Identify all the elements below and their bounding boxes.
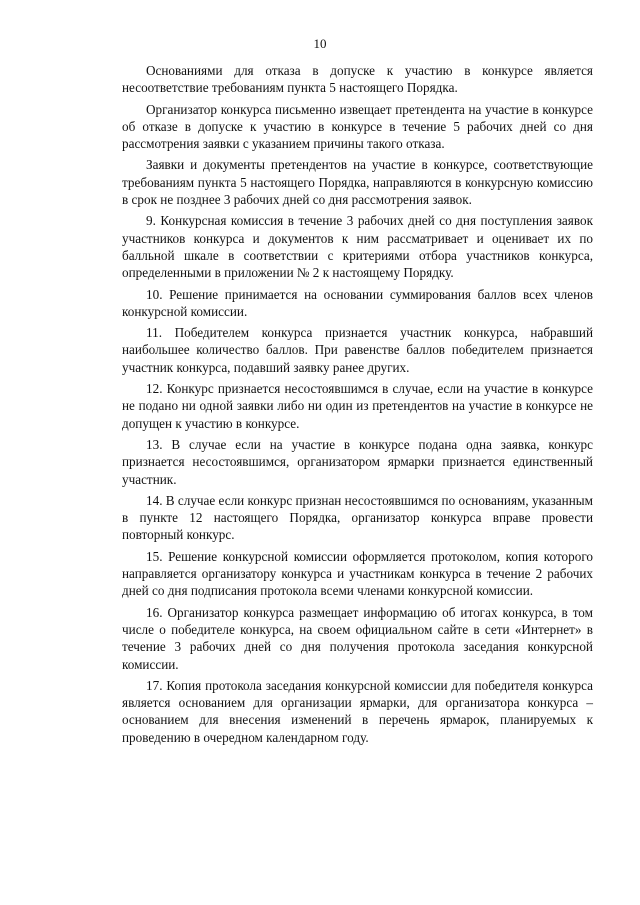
paragraph-applications-forwarding: Заявки и документы претендентов на участие в конкурсе, соответствующие требованиям пункта 5 настоящего Порядка, направляются в конкурсную комиссию в срок не позднее 3 рабочих дней со дня рассмотрения заявок. xyxy=(122,157,593,208)
paragraph-refusal-grounds: Основаниями для отказа в допуске к участию в конкурсе является несоответствие требованиям пункта 5 настоящего Порядка. xyxy=(122,63,593,96)
paragraph-item-17: 17. Копия протокола заседания конкурсной комиссии для победителя конкурса является основанием для организации ярмарки, для организатора конкурса – основанием для внесения изменений в перечень ярмарок, планируемых к проведению в очередном календарном году. xyxy=(122,677,593,745)
paragraph-item-12: 12. Конкурс признается несостоявшимся в случае, если на участие в конкурсе не подано ни одной заявки либо ни один из претендентов на участие в конкурсе не допущен к участию в конкурсе. xyxy=(122,381,593,431)
document-body xyxy=(122,62,593,750)
page-number: 10 xyxy=(313,36,327,51)
paragraph-item-10: 10. Решение принимается на основании суммирования баллов всех членов конкурсной комиссии. xyxy=(122,286,593,319)
paragraph-item-11: 11. Победителем конкурса признается участник конкурса, набравший наибольшее количество баллов. При равенстве баллов победителем признается участник конкурса, подавший заявку ранее других. xyxy=(122,325,593,375)
paragraph-item-13: 13. В случае если на участие в конкурсе подана одна заявка, конкурс признается несостоявшимся, организатором ярмарки признается единственный участник. xyxy=(122,436,593,487)
paragraph-item-14: 14. В случае если конкурс признан несостоявшимся по основаниям, указанным в пункте 12 настоящего Порядка, организатор конкурса вправе провести повторный конкурс. xyxy=(122,492,593,543)
paragraph-refusal-notice: Организатор конкурса письменно извещает претендента на участие в конкурсе об отказе в допуске к участию в конкурсе в течение 5 рабочих дней со дня рассмотрения заявки с указанием причины такого отказа. xyxy=(122,101,593,152)
paragraph-item-9: 9. Конкурсная комиссия в течение 3 рабочих дней со дня поступления заявок участников конкурса и документов к ним рассматривает и оценивает их по балльной шкале в соответствии с критериями отбора участников конкурса, определенными в приложении № 2 к настоящему Порядку. xyxy=(122,213,593,281)
paragraph-item-16: 16. Организатор конкурса размещает информацию об итогах конкурса, в том числе о победителе конкурса, на своем официальном сайте в сети «Интернет» в течение 3 рабочих дней со дня получения протокола заседания конкурсной комиссии. xyxy=(122,604,593,672)
paragraph-item-15: 15. Решение конкурсной комиссии оформляется протоколом, копия которого направляется организатору конкурса и участникам конкурса в течение 2 рабочих дней со дня подписания протокола всеми членами конкурсной комиссии. xyxy=(122,548,593,599)
